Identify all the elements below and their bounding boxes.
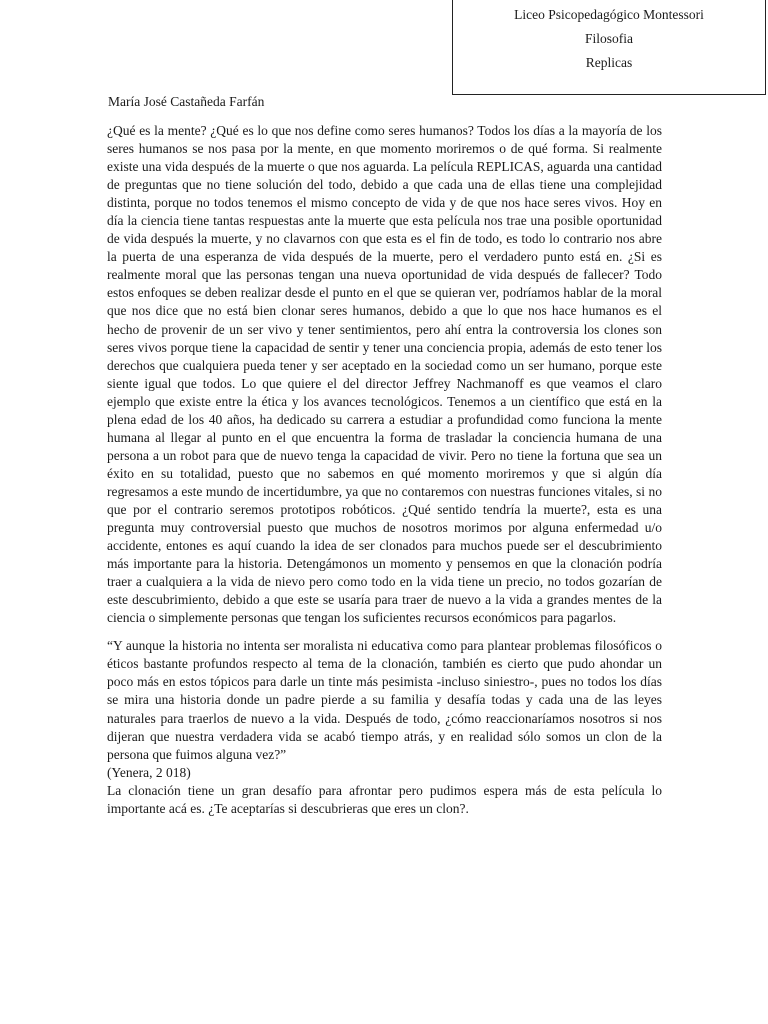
school-name: Liceo Psicopedagógico Montessori xyxy=(514,7,704,22)
header-box xyxy=(452,0,766,95)
quote-paragraph: “Y aunque la historia no intenta ser moralista ni educativa como para plantear problemas filosóficos o éticos bastante profundos respecto al tema de la clonación, también es cierto que pudo ahondar un poco más en estos tópicos para darle un tinte más pesimista -incluso siniestro-, pues no todos los días se mira una historia donde un padre pierde a su familia y desafía todas y cada una de las leyes naturales para traerlos de nuevo a la vida. Después de todo, ¿cómo reaccionaríamos nosotros si nos dijeran que nuestra verdadera vida se acabó tiempo atrás, y en realidad sólo somos un clon de la persona que fuimos alguna vez?” xyxy=(107,638,662,762)
closing-paragraph: La clonación tiene un gran desafío para afrontar pero pudimos espera más de esta película lo importante acá es. ¿Te aceptarías si descubrieras que eres un clon?. xyxy=(107,782,662,816)
essay-body xyxy=(107,122,662,818)
subject-name: Filosofia xyxy=(584,31,633,46)
main-paragraph: ¿Qué es la mente? ¿Qué es lo que nos define como seres humanos? Todos los días a la mayoría de los seres humanos se nos pasa por la mente, en que momento moriremos o de qué forma. Si realmente existe una vida después de la muerte o que nos aguarda. La película REPLICAS, aguarda una cantidad de preguntas que no tiene solución del todo, debido a que cada una de ellas tiene una complejidad distinta, porque no todos tenemos el mismo concepto de vida y de que nos hace seres vivos. Hoy en día la ciencia tiene tantas respuestas ante la muerte que esta película nos trae una posible oportunidad de vida después la muerte, y no clavarnos con que esta es el fin de todo, es todo lo contrario nos abre la puerta de una esperanza de vida después de la muerte, pero el verdadero punto está en. ¿Si es realmente moral que las personas tengan una nueva oportunidad de vida después de fallecer? Todo estos enfoques se deben realizar desde el punto en el que se quieran ver, podríamos hablar de la moral que nos dice que no está bien clonar seres humanos, debido a que lo que nos hace humanos es el hecho de provenir de un ser vivo y tener sentimientos, pero ahí entra la controversia los clones son seres vivos porque tiene la capacidad de sentir y tener una conciencia propia, además de esto tener los derechos que cualquiera pueda tener y ser aceptado en la sociedad como un ser humano, porque este siente igual que todos. Lo que quiere el del director Jeffrey Nachmanoff es que veamos el claro ejemplo que existe entre la ética y los avances tecnológicos. Tenemos a un científico que está en la plena edad de los 40 años, ha dedicado su carrera a estudiar a profundidad como funciona la mente humana al llegar al punto en el que encuentra la forma de trasladar la conciencia humana de una persona a un robot para que de nuevo tenga la capacidad de vivir. Pero no tiene la fortuna que sea un éxito en su totalidad, puesto que no sabemos en qué momento moriremos y que si algún día regresamos a este mundo de incertidumbre, ya que no contaremos con nuestras funciones vitales, si no que por el contrario seremos prototipos robóticos. ¿Qué sentido tendría la muerte?, esta es una pregunta muy controversial puesto que muchos de nosotros morimos por alguna enfermedad u/o accidente, entones es aquí cuando la idea de ser clonados para muchos puede ser el descubrimiento más importante para la historia. Detengámonos un momento y pensemos en que la clonación podría traer a cualquiera a la vida de nievo pero como todo en la vida tiene un precio, no todos gozarían de este descubrimiento, debido a que este se usaría para traer de nuevo a la vida a grandes mentes de la ciencia o simplemente personas que tengan los suficientes recursos económicos para pagarlos. xyxy=(107,123,662,626)
citation: (Yenera, 2 018) xyxy=(107,764,191,780)
topic-name: Replicas xyxy=(585,55,633,70)
author-name: María José Castañeda Farfán xyxy=(108,94,265,109)
